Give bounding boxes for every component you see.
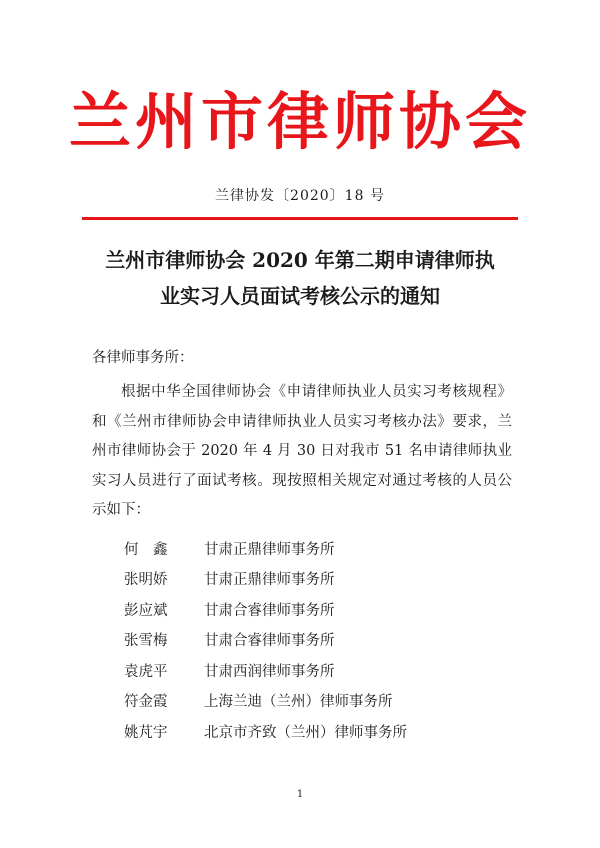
candidate-name: 袁虎平 bbox=[124, 663, 168, 680]
notice-title bbox=[60, 242, 540, 314]
notice-title-line-2: 业实习人员面试考核公示的通知 bbox=[160, 284, 440, 308]
red-divider bbox=[82, 217, 518, 220]
list-item bbox=[124, 594, 484, 625]
candidate-name: 何 鑫 bbox=[124, 541, 168, 558]
candidate-firm: 甘肃合睿律师事务所 bbox=[204, 602, 335, 619]
candidate-name: 符金霞 bbox=[124, 694, 168, 711]
candidate-name: 姚芃宇 bbox=[124, 724, 168, 741]
candidate-firm: 甘肃正鼎律师事务所 bbox=[204, 541, 335, 558]
candidate-name: 彭应斌 bbox=[124, 602, 168, 619]
list-item bbox=[124, 533, 484, 564]
candidate-firm: 上海兰迪（兰州）律师事务所 bbox=[204, 694, 393, 711]
candidate-firm: 甘肃西润律师事务所 bbox=[204, 663, 335, 680]
body-paragraph: 根据中华全国律师协会《申请律师执业人员实习考核规程》和《兰州市律师协会申请律师执业人员实习考核办法》要求，兰州市律师协会于 2020 年 4 月 30 日对我市 51 名申请律师执业实习人员进行了面试考核。现按照相关规定对通过考核的人员公示如下： bbox=[92, 384, 512, 518]
candidate-name: 张明娇 bbox=[124, 572, 168, 589]
list-item bbox=[124, 625, 484, 656]
candidate-list bbox=[124, 533, 484, 747]
notice-title-line-1: 兰州市律师协会 2020 年第二期申请律师执 bbox=[105, 248, 495, 272]
document-number: 兰律协发〔2020〕18 号 bbox=[215, 188, 385, 204]
candidate-firm: 甘肃正鼎律师事务所 bbox=[204, 572, 335, 589]
candidate-name: 张雪梅 bbox=[124, 633, 168, 650]
page-number: 1 bbox=[296, 789, 304, 800]
salutation: 各律师事务所： bbox=[92, 350, 194, 366]
list-item bbox=[124, 655, 484, 686]
list-item bbox=[124, 686, 484, 717]
candidate-firm: 甘肃合睿律师事务所 bbox=[204, 633, 335, 650]
candidate-firm: 北京市齐致（兰州）律师事务所 bbox=[204, 724, 407, 741]
letterhead-title: 兰州市律师协会 bbox=[68, 85, 531, 158]
list-item bbox=[124, 716, 484, 747]
list-item bbox=[124, 564, 484, 595]
